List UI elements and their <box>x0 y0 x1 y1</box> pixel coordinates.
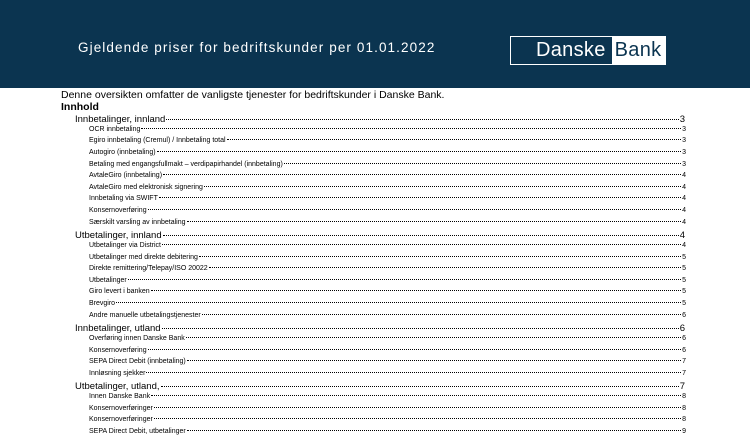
toc-dot-leader <box>162 328 679 329</box>
toc-page-number: 8 <box>682 416 686 424</box>
toc-page-number: 5 <box>682 253 686 261</box>
toc-subsection-link[interactable] <box>89 126 686 133</box>
toc-entry-title: AvtaleGiro (innbetaling) <box>89 172 163 180</box>
toc-page-number: 3 <box>682 137 686 145</box>
toc-page-number: 7 <box>682 358 686 366</box>
toc-dot-leader <box>209 267 681 268</box>
toc-dot-leader <box>202 314 681 315</box>
toc-section-link[interactable] <box>75 323 685 334</box>
toc-dot-leader <box>148 349 682 350</box>
toc-dot-leader <box>116 302 681 303</box>
toc-entry-title: AvtaleGiro med elektronisk signering <box>89 183 203 191</box>
toc-page-number: 5 <box>682 288 686 296</box>
toc-entry-title: Konsernoverføring <box>89 207 147 214</box>
toc-entry-title: Andre manuelle utbetalingstjenester <box>89 311 201 319</box>
toc-page-number: 9 <box>682 428 686 435</box>
toc-dot-leader <box>162 244 681 245</box>
toc-dot-leader <box>163 235 679 236</box>
toc-dot-leader <box>284 163 681 164</box>
toc-entry-title: Særskilt varsling av innbetaling <box>89 218 186 226</box>
toc-subsection-link[interactable] <box>89 405 686 412</box>
toc-section-link[interactable] <box>75 114 685 125</box>
toc-subsection-link[interactable] <box>89 137 686 144</box>
toc-page-number: 6 <box>682 346 686 354</box>
toc-dot-leader <box>159 197 681 198</box>
toc-dot-leader <box>204 186 681 187</box>
toc-page-number: 3 <box>679 114 685 125</box>
toc-heading: Innhold <box>61 101 99 113</box>
toc-entry-title: Autogiro (innbetaling) <box>89 149 156 156</box>
toc-page-number: 4 <box>682 218 686 226</box>
toc-page-number: 4 <box>682 172 686 180</box>
toc-page-number: 6 <box>682 335 686 342</box>
toc-subsection-link[interactable] <box>89 370 686 377</box>
toc-dot-leader <box>128 279 681 280</box>
toc-subsection-link[interactable] <box>89 358 686 365</box>
toc-page-number: 6 <box>682 311 686 319</box>
header-banner <box>0 0 750 88</box>
toc-entry-title: Betaling med engangsfullmakt – verdipapirhandel (innbetaling) <box>89 160 283 168</box>
toc-dot-leader <box>141 128 681 129</box>
toc-subsection-link[interactable] <box>89 195 686 202</box>
toc-subsection-link[interactable] <box>89 416 686 423</box>
toc-entry-title: Egiro innbetaling (Cremul) / Innbetaling total <box>89 137 226 145</box>
toc-entry-title: Utbetalinger med direkte debitering <box>89 253 198 261</box>
toc-entry-title: Direkte remittering/Telepay/ISO 20022 <box>89 265 208 273</box>
toc-entry-title: Utbetalinger, innland <box>75 230 162 242</box>
toc-page-number: 4 <box>682 183 686 191</box>
toc-subsection-link[interactable] <box>89 207 686 214</box>
toc-subsection-link[interactable] <box>89 172 686 179</box>
toc-dot-leader <box>227 139 682 140</box>
toc-entry-title: Overføring innen Danske Bank <box>89 335 185 342</box>
toc-dot-leader <box>157 151 682 152</box>
toc-subsection-link[interactable] <box>89 242 686 249</box>
toc-entry-title: Innen Danske Bank <box>89 393 151 401</box>
toc-dot-leader <box>154 407 681 408</box>
toc-dot-leader <box>151 395 681 396</box>
toc-subsection-link[interactable] <box>89 288 686 295</box>
logo-text-danske: Danske <box>536 39 606 61</box>
toc-entry-title: OCR innbetaling <box>89 125 141 133</box>
toc-dot-leader <box>163 174 681 175</box>
toc-entry-title: Konsernoverføringer <box>89 416 153 424</box>
toc-dot-leader <box>187 360 681 361</box>
toc-entry-title: SEPA Direct Debit, utbetalinger <box>89 428 186 435</box>
toc-entry-title: Innløsning sjekker <box>89 369 146 377</box>
toc-subsection-link[interactable] <box>89 300 686 307</box>
toc-dot-leader <box>187 221 682 222</box>
toc-subsection-link[interactable] <box>89 265 686 272</box>
toc-entry-title: Giro levert i banken <box>89 288 150 296</box>
toc-subsection-link[interactable] <box>89 428 686 435</box>
toc-subsection-link[interactable] <box>89 219 686 226</box>
toc-dot-leader <box>154 418 681 419</box>
toc-dot-leader <box>146 372 681 373</box>
toc-dot-leader <box>161 386 679 387</box>
toc-entry-title: Brevgiro <box>89 300 116 307</box>
toc-page-number: 5 <box>682 276 686 284</box>
toc-subsection-link[interactable] <box>89 149 686 156</box>
toc-subsection-link[interactable] <box>89 254 686 261</box>
toc-page-number: 3 <box>682 125 686 133</box>
toc-page-number: 5 <box>682 265 686 273</box>
toc-page-number: 4 <box>679 230 685 242</box>
danske-bank-logo <box>510 36 666 65</box>
header-title: Gjeldende priser for bedriftskunder per 01.01.2022 <box>78 40 436 55</box>
toc-subsection-link[interactable] <box>89 312 686 319</box>
toc-entry-title: Konsernoverføring <box>89 346 147 354</box>
toc-dot-leader <box>148 209 682 210</box>
toc-page-number: 8 <box>682 393 686 401</box>
toc-entry-title: Utbetalinger <box>89 276 127 284</box>
toc-section-link[interactable] <box>75 230 685 241</box>
toc-page-number: 4 <box>682 195 686 203</box>
toc-dot-leader <box>166 119 678 120</box>
toc-dot-leader <box>199 256 681 257</box>
toc-page-number: 7 <box>679 381 685 393</box>
intro-text: Denne oversikten omfatter de vanligste tjenester for bedriftskunder i Danske Bank. <box>61 89 445 101</box>
toc-page-number: 6 <box>679 323 685 335</box>
toc-subsection-link[interactable] <box>89 184 686 191</box>
toc-page-number: 3 <box>682 160 686 168</box>
toc-subsection-link[interactable] <box>89 335 686 342</box>
toc-subsection-link[interactable] <box>89 393 686 400</box>
toc-dot-leader <box>186 337 681 338</box>
toc-page-number: 3 <box>682 149 686 156</box>
toc-entry-title: Konsernoverføringer <box>89 404 153 412</box>
toc-page-number: 5 <box>682 300 686 307</box>
toc-subsection-link[interactable] <box>89 161 686 168</box>
toc-entry-title: Innbetalinger, utland <box>75 323 161 335</box>
toc-page-number: 4 <box>682 242 686 249</box>
toc-entry-title: Innbetaling via SWIFT <box>89 195 158 203</box>
toc-page-number: 7 <box>682 369 686 377</box>
toc-entry-title: Utbetalinger via District <box>89 242 161 249</box>
toc-dot-leader <box>187 430 681 431</box>
toc-page-number: 4 <box>682 207 686 214</box>
toc-section-link[interactable] <box>75 381 685 392</box>
toc-entry-title: SEPA Direct Debit (innbetaling) <box>89 358 186 366</box>
toc-subsection-link[interactable] <box>89 347 686 354</box>
logo-text-bank: Bank <box>612 37 666 64</box>
toc-dot-leader <box>151 290 681 291</box>
toc-entry-title: Innbetalinger, innland <box>75 114 166 125</box>
toc-entry-title: Utbetalinger, utland, <box>75 381 160 393</box>
toc-page-number: 8 <box>682 404 686 412</box>
toc-subsection-link[interactable] <box>89 277 686 284</box>
